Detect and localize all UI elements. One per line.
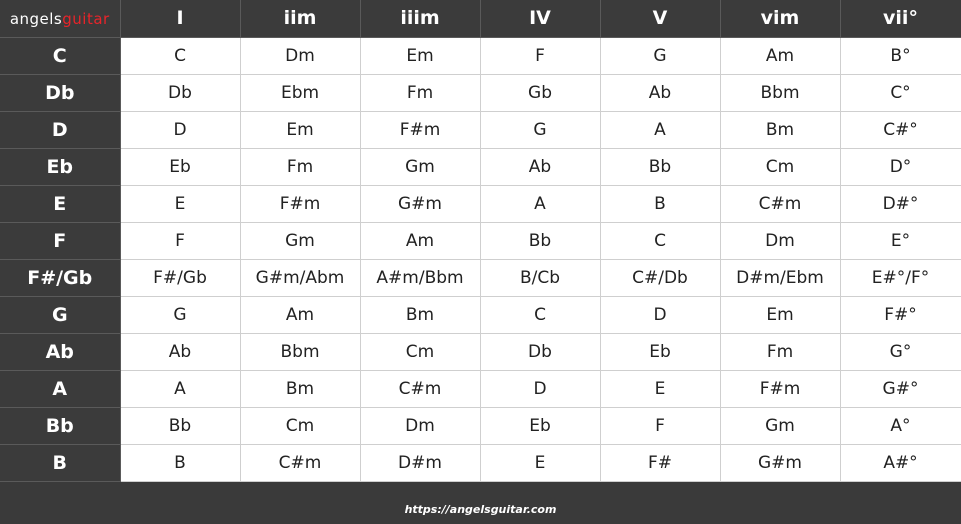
- chord-cell: F#m: [720, 370, 840, 407]
- column-header: IV: [480, 0, 600, 37]
- chord-cell: E: [480, 444, 600, 481]
- chord-cell: Dm: [240, 37, 360, 74]
- key-label: F: [0, 222, 120, 259]
- chord-cell: Dm: [720, 222, 840, 259]
- chord-cell: B/Cb: [480, 259, 600, 296]
- key-label: D: [0, 111, 120, 148]
- chord-cell: C: [600, 222, 720, 259]
- chord-cell: B°: [840, 37, 961, 74]
- chord-cell: G°: [840, 333, 961, 370]
- chord-cell: Cm: [360, 333, 480, 370]
- chord-cell: G: [480, 111, 600, 148]
- logo-text-guitar: guitar: [62, 10, 110, 29]
- table-row: [0, 259, 961, 296]
- key-label: Eb: [0, 148, 120, 185]
- key-label: B: [0, 444, 120, 481]
- chord-cell: Bb: [480, 222, 600, 259]
- chord-cell: G: [600, 37, 720, 74]
- chord-cell: D: [480, 370, 600, 407]
- table-row: [0, 37, 961, 74]
- chord-cell: E#°/F°: [840, 259, 961, 296]
- chord-cell: A°: [840, 407, 961, 444]
- chord-cell: Am: [240, 296, 360, 333]
- chord-cell: D: [120, 111, 240, 148]
- table-row: [0, 74, 961, 111]
- table-row: [0, 185, 961, 222]
- chord-cell: Gm: [240, 222, 360, 259]
- chord-cell: Cm: [240, 407, 360, 444]
- chord-cell: B: [600, 185, 720, 222]
- column-header: vim: [720, 0, 840, 37]
- chord-cell: G#m: [360, 185, 480, 222]
- chord-cell: Eb: [600, 333, 720, 370]
- chord-cell: Fm: [240, 148, 360, 185]
- header-row: [0, 0, 961, 37]
- footer-url: https://angelsguitar.com: [0, 496, 961, 524]
- chord-cell: Eb: [120, 148, 240, 185]
- chord-cell: Ab: [480, 148, 600, 185]
- chord-cell: F: [120, 222, 240, 259]
- chord-cell: Em: [240, 111, 360, 148]
- chord-cell: G#m: [720, 444, 840, 481]
- chord-cell: Am: [720, 37, 840, 74]
- chord-cell: C#/Db: [600, 259, 720, 296]
- chord-cell: Dm: [360, 407, 480, 444]
- table-row: [0, 444, 961, 481]
- chord-cell: A: [480, 185, 600, 222]
- chord-cell: Gm: [360, 148, 480, 185]
- chord-cell: Cm: [720, 148, 840, 185]
- chord-cell: Em: [720, 296, 840, 333]
- logo: [0, 0, 120, 37]
- chord-cell: F: [600, 407, 720, 444]
- table-row: [0, 148, 961, 185]
- table-row: [0, 111, 961, 148]
- chord-cell: A: [600, 111, 720, 148]
- logo-text-angels: angels: [9, 10, 63, 29]
- chord-cell: Bb: [120, 407, 240, 444]
- key-label: F#/Gb: [0, 259, 120, 296]
- chord-cell: C: [480, 296, 600, 333]
- chord-cell: Bb: [600, 148, 720, 185]
- column-header: I: [120, 0, 240, 37]
- key-label: Db: [0, 74, 120, 111]
- chord-cell: C#m: [360, 370, 480, 407]
- key-label: A: [0, 370, 120, 407]
- chord-cell: D#°: [840, 185, 961, 222]
- table-row: [0, 407, 961, 444]
- chord-cell: Fm: [360, 74, 480, 111]
- chord-cell: Bm: [240, 370, 360, 407]
- chord-cell: Db: [120, 74, 240, 111]
- chord-cell: Eb: [480, 407, 600, 444]
- chord-cell: Db: [480, 333, 600, 370]
- chord-cell: Bbm: [720, 74, 840, 111]
- chord-cell: A#m/Bbm: [360, 259, 480, 296]
- chord-cell: F#m: [240, 185, 360, 222]
- chord-cell: C: [120, 37, 240, 74]
- chord-cell: C°: [840, 74, 961, 111]
- chord-cell: A: [120, 370, 240, 407]
- table-row: [0, 333, 961, 370]
- chord-cell: G: [120, 296, 240, 333]
- column-header: iim: [240, 0, 360, 37]
- chord-cell: Ebm: [240, 74, 360, 111]
- chord-cell: Bm: [720, 111, 840, 148]
- chord-cell: F: [480, 37, 600, 74]
- key-label: Ab: [0, 333, 120, 370]
- key-label: G: [0, 296, 120, 333]
- chord-cell: D: [600, 296, 720, 333]
- chord-cell: F#/Gb: [120, 259, 240, 296]
- chord-cell: Am: [360, 222, 480, 259]
- chord-cell: Fm: [720, 333, 840, 370]
- column-header: iiim: [360, 0, 480, 37]
- chord-cell: Ab: [600, 74, 720, 111]
- chord-cell: D#m: [360, 444, 480, 481]
- chord-cell: Gb: [480, 74, 600, 111]
- chord-cell: E: [120, 185, 240, 222]
- chord-cell: D#m/Ebm: [720, 259, 840, 296]
- chord-cell: C#m: [720, 185, 840, 222]
- chord-cell: F#m: [360, 111, 480, 148]
- chord-cell: G#°: [840, 370, 961, 407]
- table-row: [0, 370, 961, 407]
- chord-cell: D°: [840, 148, 961, 185]
- table-row: [0, 296, 961, 333]
- chord-cell: B: [120, 444, 240, 481]
- chord-cell: E: [600, 370, 720, 407]
- chord-cell: C#m: [240, 444, 360, 481]
- chord-cell: Gm: [720, 407, 840, 444]
- table-row: [0, 222, 961, 259]
- chord-cell: C#°: [840, 111, 961, 148]
- chord-cell: G#m/Abm: [240, 259, 360, 296]
- chord-cell: A#°: [840, 444, 961, 481]
- key-label: Bb: [0, 407, 120, 444]
- chord-cell: F#°: [840, 296, 961, 333]
- column-header: V: [600, 0, 720, 37]
- chord-table-body: [0, 37, 961, 481]
- chord-cell: Em: [360, 37, 480, 74]
- chord-cell: Ab: [120, 333, 240, 370]
- chord-cell: Bm: [360, 296, 480, 333]
- chord-cell: E°: [840, 222, 961, 259]
- chord-cell: F#: [600, 444, 720, 481]
- chord-cell: Bbm: [240, 333, 360, 370]
- key-label: E: [0, 185, 120, 222]
- key-label: C: [0, 37, 120, 74]
- column-header: vii°: [840, 0, 961, 37]
